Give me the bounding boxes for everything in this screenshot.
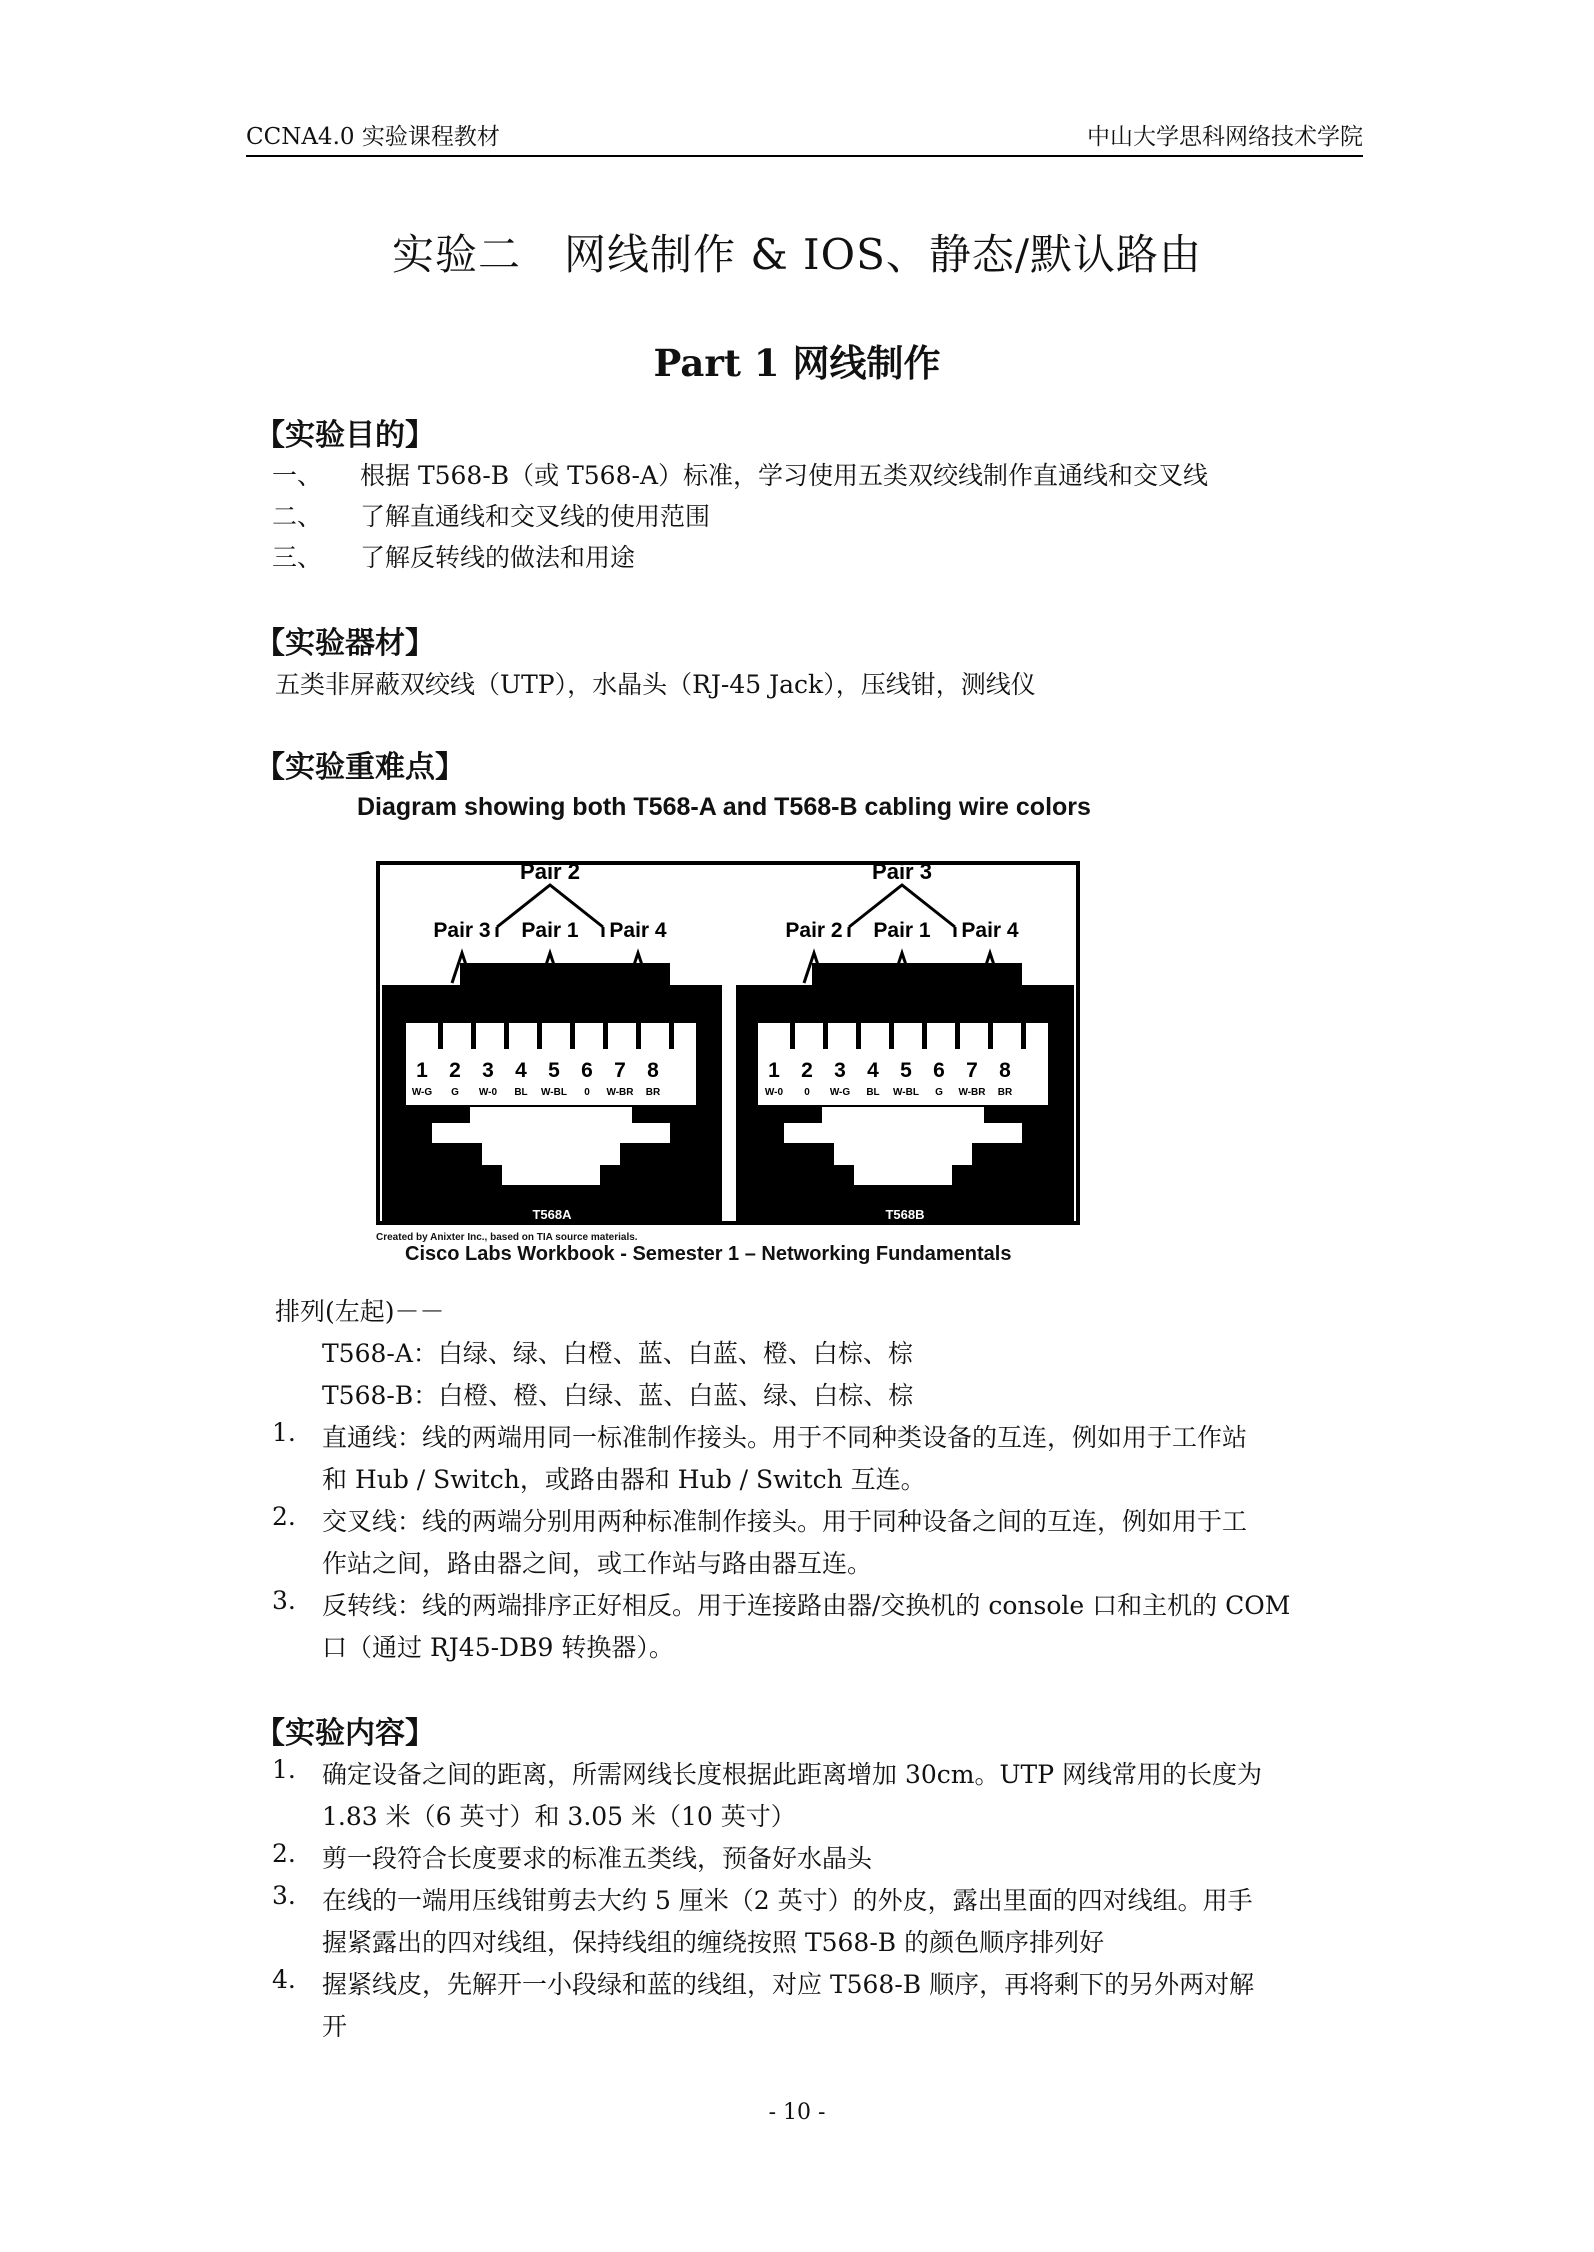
header-rule	[246, 155, 1363, 157]
wire-b-7: W-BR	[958, 1087, 986, 1098]
purpose-item-1: 根据 T568-B（或 T568-A）标准，学习使用五类双绞线制作直通线和交叉线	[360, 461, 1209, 490]
pair-label-b-3: Pair 4	[961, 919, 1019, 942]
cable-type-2-line-2: 作站之间，路由器之间，或工作站与路由器互连。	[322, 1549, 873, 1578]
wire-a-4: BL	[514, 1087, 528, 1098]
content-3-line-1: 在线的一端用压线钳剪去大约 5 厘米（2 英寸）的外皮，露出里面的四对线组。用手	[322, 1886, 1253, 1915]
equipment-text: 五类非屏蔽双绞线（UTP），水晶头（RJ-45 Jack），压线钳，测线仪	[275, 670, 1036, 699]
purpose-num-2: 二、	[272, 502, 323, 531]
pin-a-5: 5	[548, 1059, 560, 1082]
pair-label-a-3: Pair 4	[609, 919, 667, 942]
pin-a-8: 8	[647, 1059, 659, 1082]
pin-a-1: 1	[416, 1059, 428, 1082]
wire-a-6: 0	[584, 1087, 590, 1098]
wire-b-2: 0	[804, 1087, 810, 1098]
header-left: CCNA4.0 实验课程教材	[246, 124, 500, 150]
pin-a-2: 2	[449, 1059, 461, 1082]
wire-b-5: W-BL	[893, 1087, 919, 1098]
pin-b-6: 6	[933, 1059, 945, 1082]
pin-a-3: 3	[482, 1059, 494, 1082]
order-t568b: T568-B：白橙、橙、白绿、蓝、白蓝、绿、白棕、棕	[322, 1381, 914, 1410]
jack-name-b: T568B	[885, 1207, 925, 1222]
jack-name-a: T568A	[532, 1207, 572, 1222]
pin-b-3: 3	[834, 1059, 846, 1082]
wire-a-5: W-BL	[541, 1087, 567, 1098]
pin-a-6: 6	[581, 1059, 593, 1082]
wire-b-4: BL	[866, 1087, 880, 1098]
content-3-line-2: 握紧露出的四对线组，保持线组的缠绕按照 T568-B 的颜色顺序排列好	[322, 1928, 1105, 1957]
pair-label-b-1: Pair 2	[785, 919, 843, 942]
content-num-4: 4.	[272, 1965, 296, 1994]
order-intro: 排列(左起)－－	[275, 1297, 445, 1326]
section-equipment-heading: 【实验器材】	[255, 626, 435, 661]
rj45-wiring-diagram	[370, 855, 1090, 1235]
wire-b-8: BR	[997, 1087, 1013, 1098]
content-num-3: 3.	[272, 1881, 296, 1910]
pin-b-1: 1	[768, 1059, 780, 1082]
wire-b-6: G	[935, 1087, 943, 1098]
wire-b-1: W-0	[764, 1087, 784, 1098]
cable-type-1-line-1: 直通线：线的两端用同一标准制作接头。用于不同种类设备的互连，例如用于工作站	[322, 1423, 1248, 1452]
wire-a-3: W-0	[478, 1087, 498, 1098]
pair-label-a-2: Pair 1	[521, 919, 579, 942]
figure-source: Cisco Labs Workbook - Semester 1 – Networking Fundamentals	[405, 1243, 1012, 1265]
content-4-line-1: 握紧线皮，先解开一小段绿和蓝的线组，对应 T568-B 顺序，再将剩下的另外两对解	[322, 1970, 1255, 1999]
purpose-item-3: 了解反转线的做法和用途	[360, 543, 636, 572]
content-1-line-1: 确定设备之间的距离，所需网线长度根据此距离增加 30cm。UTP 网线常用的长度为	[322, 1760, 1262, 1789]
top-pair-label-a: Pair 2	[520, 859, 580, 884]
page-number: - 10 -	[768, 2100, 826, 2125]
pin-b-4: 4	[867, 1059, 879, 1082]
top-pair-label-b: Pair 3	[872, 859, 932, 884]
cable-type-num-2: 2.	[272, 1502, 296, 1531]
wire-a-2: G	[451, 1087, 459, 1098]
cable-type-num-1: 1.	[272, 1418, 296, 1447]
wire-a-8: BR	[645, 1087, 661, 1098]
page-title: 实验二 网线制作 & IOS、静态/默认路由	[391, 230, 1203, 279]
section-content-heading: 【实验内容】	[255, 1716, 435, 1751]
cable-type-1-line-2: 和 Hub / Switch，或路由器和 Hub / Switch 互连。	[322, 1465, 926, 1494]
order-t568a: T568-A：白绿、绿、白橙、蓝、白蓝、橙、白棕、棕	[322, 1339, 913, 1368]
pin-b-5: 5	[900, 1059, 912, 1082]
purpose-num-3: 三、	[272, 543, 323, 572]
purpose-num-1: 一、	[272, 461, 323, 490]
content-2-line-1: 剪一段符合长度要求的标准五类线，预备好水晶头	[322, 1844, 873, 1873]
cable-type-2-line-1: 交叉线：线的两端分别用两种标准制作接头。用于同种设备之间的互连，例如用于工	[322, 1507, 1248, 1536]
wire-a-7: W-BR	[606, 1087, 634, 1098]
wire-b-3: W-G	[829, 1087, 851, 1098]
pin-b-7: 7	[966, 1059, 978, 1082]
purpose-item-2: 了解直通线和交叉线的使用范围	[360, 502, 711, 531]
content-num-1: 1.	[272, 1755, 296, 1784]
content-1-line-2: 1.83 米（6 英寸）和 3.05 米（10 英寸）	[322, 1802, 796, 1831]
section-keypoints-heading: 【实验重难点】	[255, 750, 465, 785]
pair-label-b-2: Pair 1	[873, 919, 931, 942]
pin-a-4: 4	[515, 1059, 527, 1082]
cable-type-num-3: 3.	[272, 1586, 296, 1615]
pin-a-7: 7	[614, 1059, 626, 1082]
wire-a-1: W-G	[411, 1087, 433, 1098]
pin-b-8: 8	[999, 1059, 1011, 1082]
part-title: Part 1 网线制作	[653, 341, 941, 385]
figure-caption: Diagram showing both T568-A and T568-B cabling wire colors	[357, 793, 1091, 821]
pin-b-2: 2	[801, 1059, 813, 1082]
header-right: 中山大学思科网络技术学院	[1087, 124, 1363, 150]
cable-type-3-line-2: 口（通过 RJ45-DB9 转换器）。	[322, 1633, 674, 1662]
figure-note: Created by Anixter Inc., based on TIA source materials.	[376, 1232, 638, 1243]
cable-type-3-line-1: 反转线：线的两端排序正好相反。用于连接路由器/交换机的 console 口和主机的 COM	[322, 1591, 1291, 1620]
pair-label-a-1: Pair 3	[433, 919, 491, 942]
section-purpose-heading: 【实验目的】	[255, 418, 435, 453]
content-4-line-2: 开	[322, 2012, 348, 2041]
content-num-2: 2.	[272, 1839, 296, 1868]
